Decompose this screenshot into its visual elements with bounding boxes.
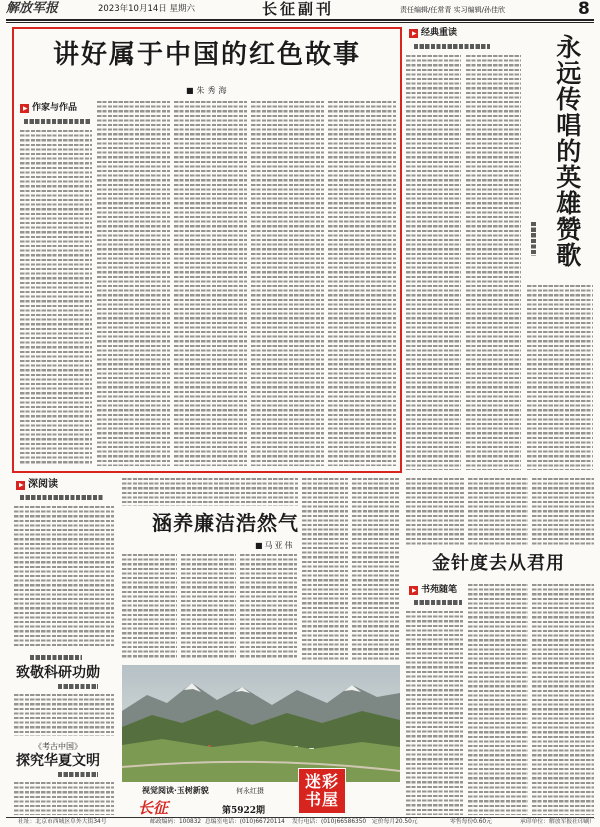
footer-editorial-phone: 总编室电话：(010)66720114 [205,819,285,825]
landscape-photo-graphic [122,665,400,782]
section-label-text: 书苑随笔 [421,585,458,595]
footer-retail-price: 零售每份0.60元 [450,819,492,825]
body-text [466,55,521,470]
footer-printer: 承印单位：解放军报社印刷厂 [520,819,596,825]
book-note-headline: 探究华夏文明 [16,753,100,769]
section-marker-icon [409,29,418,38]
deep-reading-subtitle [20,495,104,500]
vertical-headline: 永远传唱的英雄赞歌 [552,34,582,268]
body-text [14,694,114,736]
photo-yushu-landscape [122,665,400,782]
book-title [30,655,82,660]
body-text [468,584,528,815]
page-number: 8 [578,0,590,19]
book-note-byline [58,684,98,689]
footer-postcode: 邮政编码：100832 [150,819,202,825]
body-text [14,506,114,648]
section-label-classic-reread [409,29,457,38]
masthead-logo: 解放军报 [6,1,59,16]
footer-address: 社址：北京市西城区阜外大街34号 [18,819,107,825]
section-marker-icon [409,586,418,595]
footer-distribution-phone: 发行电话：(010)66586350 [292,819,367,825]
body-text [406,611,463,815]
book-note-headline: 致敬科研功勋 [16,665,100,681]
body-text [468,478,528,546]
body-text [122,554,177,660]
book-essay-subtitle [414,600,462,605]
photo-credit: 何永红摄 [236,787,264,795]
essay-headline: 涵养廉洁浩然气 [152,511,299,535]
vertical-byline [531,222,536,256]
editors-credit: 责任编辑/任常青 实习编辑/孙佳欣 [400,6,505,14]
body-text [532,584,594,815]
lead-headline: 讲好属于中国的红色故事 [52,40,361,70]
changzheng-logo: 长征 [138,799,169,817]
mici-shuwu-column-logo [298,768,346,814]
body-text [14,782,114,815]
column-logo-line1: 迷彩 [304,772,339,792]
body-text [122,478,298,506]
lead-subtitle [24,119,90,124]
book-title: 《考古中国》 [34,742,82,751]
section-label-deep-reading [16,480,58,490]
grassland [122,739,400,782]
body-text [302,478,348,660]
book-note-byline [58,772,98,777]
body-text [352,478,399,660]
body-text [527,285,593,470]
section-marker-icon [20,104,29,113]
body-text [174,101,247,466]
supplement-title: 长征副刊 [262,0,335,18]
section-label-writers-works [20,104,77,113]
lead-article-box [12,27,402,473]
body-text [251,101,324,466]
section-marker-icon [16,481,25,490]
section-label-text: 作家与作品 [32,103,78,113]
essay-byline: ■马亚伟 [255,541,295,550]
book-essay-headline: 金针度去从君用 [432,553,565,574]
body-text [406,478,464,546]
body-text [532,478,594,546]
body-text [406,55,461,470]
footer-monthly-price: 定价每月20.50元 [372,819,418,825]
section-label-book-notes [409,586,457,595]
body-text [181,554,236,660]
footer-rule [6,817,594,818]
body-text [240,554,297,660]
section-label-text: 经典重读 [421,28,458,38]
body-text [328,101,396,466]
classic-subtitle [414,44,490,49]
section-label-text: 深阅读 [28,479,58,490]
column-logo-line2: 书屋 [304,790,339,809]
body-text [97,101,170,466]
header-rule [6,19,594,23]
issue-date: 2023年10月14日 星期六 [98,4,195,14]
body-text [20,130,92,466]
lead-byline: ■朱秀海 [186,86,230,95]
photo-caption: 视觉阅读·玉树新貌 [142,785,209,795]
issue-number: 第5922期 [222,806,266,816]
